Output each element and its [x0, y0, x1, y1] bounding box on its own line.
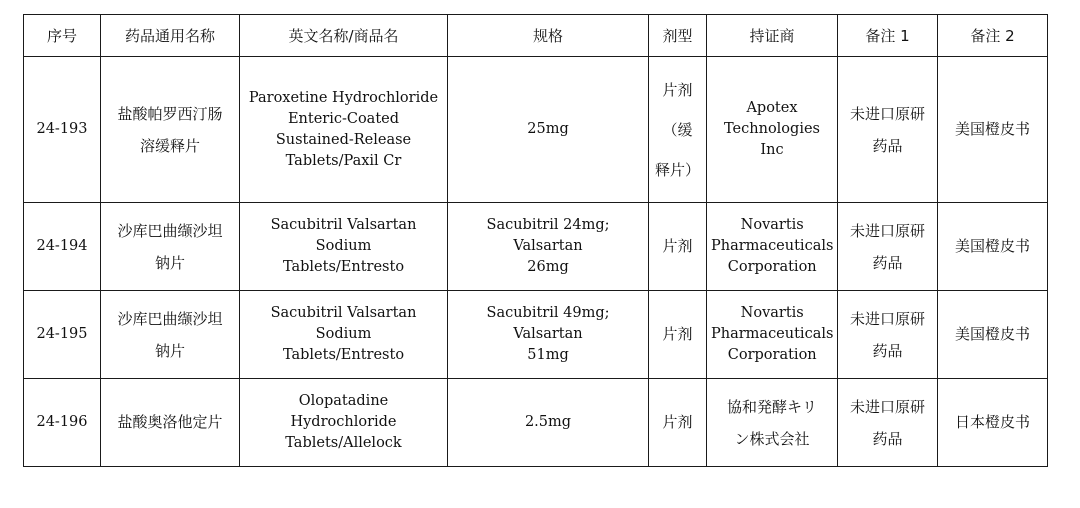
serial-number-text: 24-195 — [36, 326, 88, 342]
cell-specification — [448, 291, 649, 379]
table-row — [24, 203, 1048, 291]
drug-list-table — [23, 14, 1048, 467]
cell-dosage-form — [649, 379, 707, 467]
specification-text: 25mg — [527, 121, 569, 137]
license-holder-text: Apotex Technologies Inc — [724, 100, 820, 158]
cell-serial-number — [24, 57, 101, 203]
cell-specification — [448, 203, 649, 291]
license-holder-text: 協和発酵キリ ン株式会社 — [726, 397, 817, 448]
cell-english-name — [240, 291, 448, 379]
header-english-name: 英文名称/商品名 — [240, 15, 448, 57]
cell-note-2 — [938, 291, 1048, 379]
cell-note-1 — [838, 291, 938, 379]
cell-generic-name — [101, 379, 240, 467]
license-holder-text: Novartis Pharmaceuticals Corporation — [711, 305, 834, 363]
english-name-text: Olopatadine Hydrochloride Tablets/Allelock — [285, 393, 402, 451]
cell-license-holder — [707, 379, 838, 467]
header-note-1: 备注 1 — [838, 15, 938, 57]
note-2-text: 日本橙皮书 — [954, 413, 1030, 431]
generic-name-text: 盐酸奥洛他定片 — [117, 413, 223, 431]
cell-license-holder — [707, 291, 838, 379]
english-name-text: Sacubitril Valsartan Sodium Tablets/Entresto — [270, 217, 417, 275]
cell-generic-name — [101, 203, 240, 291]
generic-name-text: 盐酸帕罗西汀肠 溶缓释片 — [117, 104, 223, 155]
note-2-text: 美国橙皮书 — [954, 325, 1030, 343]
specification-text: 2.5mg — [524, 414, 572, 430]
cell-serial-number — [24, 379, 101, 467]
cell-note-2 — [938, 203, 1048, 291]
header-note-2: 备注 2 — [938, 15, 1048, 57]
cell-dosage-form — [649, 203, 707, 291]
serial-number-text: 24-193 — [36, 121, 88, 137]
license-holder-text: Novartis Pharmaceuticals Corporation — [711, 217, 834, 275]
generic-name-text: 沙库巴曲缬沙坦 钠片 — [117, 221, 223, 272]
cell-generic-name — [101, 291, 240, 379]
header-specification: 规格 — [448, 15, 649, 57]
cell-specification — [448, 379, 649, 467]
dosage-form-text: 片剂 — [662, 325, 693, 343]
note-2-text: 美国橙皮书 — [954, 237, 1030, 255]
cell-generic-name — [101, 57, 240, 203]
header-serial-number: 序号 — [24, 15, 101, 57]
header-license-holder: 持证商 — [707, 15, 838, 57]
note-1-text: 未进口原研 药品 — [849, 104, 925, 155]
cell-note-2 — [938, 379, 1048, 467]
cell-english-name — [240, 203, 448, 291]
drug-list-table-wrapper — [23, 14, 1047, 467]
note-2-text: 美国橙皮书 — [954, 120, 1030, 138]
cell-note-2 — [938, 57, 1048, 203]
cell-note-1 — [838, 57, 938, 203]
dosage-form-text: 片剂 — [662, 237, 693, 255]
note-1-text: 未进口原研 药品 — [849, 309, 925, 360]
cell-license-holder — [707, 203, 838, 291]
serial-number-text: 24-194 — [36, 238, 88, 254]
dosage-form-text: 片剂 — [662, 413, 693, 431]
cell-specification — [448, 57, 649, 203]
generic-name-text: 沙库巴曲缬沙坦 钠片 — [117, 309, 223, 360]
header-generic-name: 药品通用名称 — [101, 15, 240, 57]
header-dosage-form: 剂型 — [649, 15, 707, 57]
cell-dosage-form — [649, 291, 707, 379]
cell-serial-number — [24, 291, 101, 379]
english-name-text: Paroxetine Hydrochloride Enteric-Coated Sustained-Release Tablets/Paxil Cr — [248, 89, 439, 169]
table-header-row — [24, 15, 1048, 57]
cell-serial-number — [24, 203, 101, 291]
table-row — [24, 379, 1048, 467]
cell-english-name — [240, 57, 448, 203]
english-name-text: Sacubitril Valsartan Sodium Tablets/Entresto — [270, 305, 417, 363]
cell-license-holder — [707, 57, 838, 203]
table-row — [24, 57, 1048, 203]
serial-number-text: 24-196 — [36, 414, 88, 430]
dosage-form-text: 片剂 （缓 释片） — [654, 80, 700, 179]
note-1-text: 未进口原研 药品 — [849, 221, 925, 272]
cell-dosage-form — [649, 57, 707, 203]
specification-text: Sacubitril 24mg; Valsartan 26mg — [486, 217, 610, 275]
table-row — [24, 291, 1048, 379]
cell-note-1 — [838, 203, 938, 291]
specification-text: Sacubitril 49mg; Valsartan 51mg — [486, 305, 610, 363]
note-1-text: 未进口原研 药品 — [849, 397, 925, 448]
cell-note-1 — [838, 379, 938, 467]
cell-english-name — [240, 379, 448, 467]
